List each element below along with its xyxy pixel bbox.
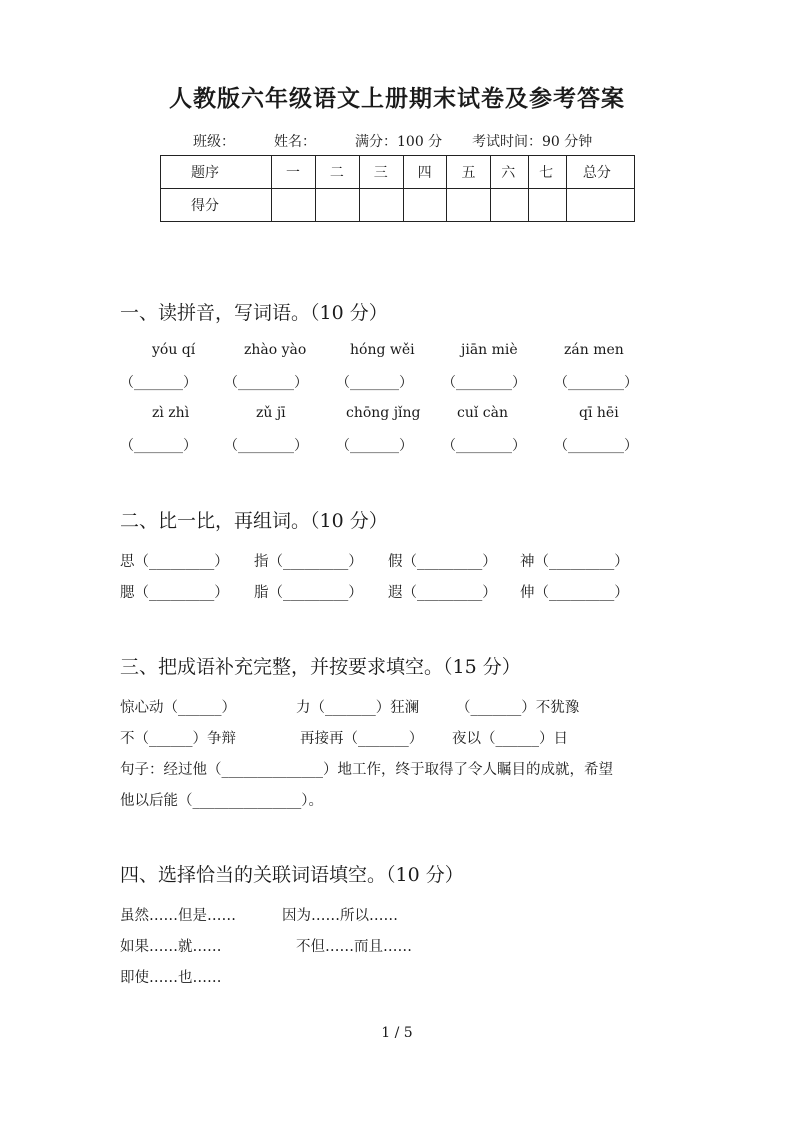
section-2-title: 二、比一比，再组词。（10 分） (120, 510, 388, 532)
section-3-title: 三、把成语补充完整，并按要求填空。（15 分） (120, 656, 521, 678)
pinyin: zì zhì (152, 405, 190, 421)
answer-blank[interactable]: （_______） (336, 438, 413, 454)
conjunction-option: 即使……也…… (120, 970, 222, 986)
score-table-header-row (161, 156, 635, 189)
compare-word-item[interactable]: 脂（_________） (254, 585, 363, 601)
score-row-label: 得分 (161, 189, 272, 222)
answer-blank[interactable]: （________） (554, 375, 638, 391)
pinyin: chōng jǐng (346, 405, 421, 421)
pinyin: yóu qí (152, 342, 196, 358)
pinyin: zǔ jī (256, 405, 286, 421)
pinyin: zhào yào (244, 342, 307, 358)
score-cell[interactable] (447, 189, 491, 222)
compare-word-item[interactable]: 伸（_________） (520, 585, 629, 601)
pinyin: jiān miè (461, 342, 518, 358)
idiom-item[interactable]: 夜以（______）日 (452, 731, 568, 747)
idiom-item[interactable]: 再接再（_______） (300, 731, 424, 747)
page-number: 1 / 5 (381, 1025, 413, 1041)
score-table-score-row (161, 189, 635, 222)
score-header-cell: 四 (403, 156, 447, 189)
idiom-item[interactable]: 力（_______）狂澜 (296, 700, 420, 716)
score-cell[interactable] (529, 189, 567, 222)
compare-word-item[interactable]: 遐（_________） (388, 585, 497, 601)
section-1-title: 一、读拼音，写词语。（10 分） (120, 302, 388, 324)
score-cell[interactable] (272, 189, 316, 222)
score-cell[interactable] (491, 189, 529, 222)
conjunction-option: 因为……所以…… (282, 908, 398, 924)
sentence-line[interactable]: 他以后能（_______________）。 (120, 793, 323, 809)
idiom-item[interactable]: 惊心动（______） (120, 700, 236, 716)
answer-blank[interactable]: （________） (442, 438, 526, 454)
pinyin: zán men (564, 342, 624, 358)
answer-blank[interactable]: （________） (224, 375, 308, 391)
answer-blank[interactable]: （_______） (120, 438, 197, 454)
score-header-cell: 七 (529, 156, 567, 189)
score-header-cell: 三 (359, 156, 403, 189)
compare-word-item[interactable]: 思（_________） (120, 554, 229, 570)
idiom-item[interactable]: 不（______）争辩 (120, 731, 236, 747)
idiom-item[interactable]: （_______）不犹豫 (456, 700, 580, 716)
compare-word-item[interactable]: 假（_________） (388, 554, 497, 570)
answer-blank[interactable]: （_______） (336, 375, 413, 391)
score-cell[interactable] (315, 189, 359, 222)
name-label: 姓名： (274, 134, 316, 150)
pinyin: cuǐ càn (457, 405, 508, 421)
conjunction-option: 不但……而且…… (296, 939, 412, 955)
pinyin: qī hēi (579, 405, 619, 421)
score-header-cell: 一 (272, 156, 316, 189)
answer-blank[interactable]: （________） (224, 438, 308, 454)
answer-blank[interactable]: （________） (442, 375, 526, 391)
answer-blank[interactable]: （________） (554, 438, 638, 454)
score-header-cell: 总分 (566, 156, 634, 189)
score-header-cell: 六 (491, 156, 529, 189)
conjunction-option: 如果……就…… (120, 939, 222, 955)
page-title: 人教版六年级语文上册期末试卷及参考答案 (169, 85, 625, 112)
sentence-line[interactable]: 句子：经过他（______________）地工作，终于取得了令人瞩目的成就，希望 (120, 762, 613, 778)
answer-blank[interactable]: （_______） (120, 375, 197, 391)
score-header-cell: 五 (447, 156, 491, 189)
conjunction-option: 虽然……但是…… (120, 908, 236, 924)
score-header-cell: 二 (315, 156, 359, 189)
pinyin: hóng wěi (350, 342, 415, 358)
class-label: 班级： (193, 134, 235, 150)
score-cell[interactable] (566, 189, 634, 222)
score-table (160, 155, 635, 222)
compare-word-item[interactable]: 指（_________） (254, 554, 363, 570)
score-header-cell: 题序 (161, 156, 272, 189)
score-cell[interactable] (359, 189, 403, 222)
compare-word-item[interactable]: 腮（_________） (120, 585, 229, 601)
exam-time-label: 考试时间：90 分钟 (472, 134, 593, 150)
section-4-title: 四、选择恰当的关联词语填空。（10 分） (120, 864, 464, 886)
compare-word-item[interactable]: 神（_________） (520, 554, 629, 570)
full-score-label: 满分：100 分 (355, 134, 443, 150)
score-cell[interactable] (403, 189, 447, 222)
